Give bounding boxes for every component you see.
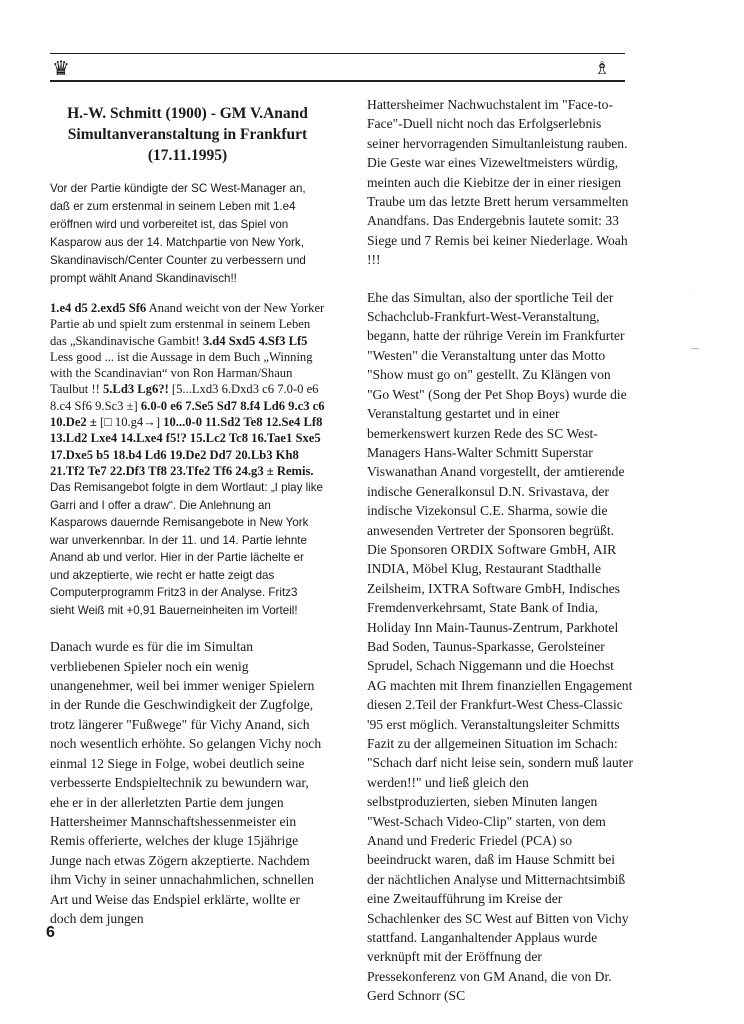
scan-mark-2: · [692, 290, 694, 297]
header-rule-top [50, 53, 625, 54]
left-body-paragraph: Danach wurde es für die im Simultan verbliebenen Spieler noch ein wenig unangenehmer, weil bei immer weniger Spielern in der Runde die Geschwindigkeit der Zugfolge, trotz längerer "Fußwege" für Vichy Anand, sich noch wesentlich erhöhte. So gelangen Vichy noch einmal 12 Siege in Folge, wobei deutlich seine verbesserte Endspieltechnik zu bewundern war, ehe er in der allerletzten Partie dem jungen Hattersheimer Mannschaftshessenmeister ein Remis offerierte, welches der kluge 15jährige Junge nach etwas Zögern akzeptierte. Nachdem ihm Vichy in seiner unnachahmlichen, schnellen Art und Weise das Endspiel erklärte, wollte er doch dem jungen [50, 639, 322, 926]
article-title [50, 103, 325, 166]
scan-mark-1: ⌒ [690, 349, 700, 360]
moves-comment-3: [5...Lxd3 6.Dxd3 c6 7.0-0 e6 8.c4 Sf6 9.Sc3 ±] [50, 382, 319, 413]
moves-comment-4: [□ 10.g4→] [96, 415, 164, 430]
moves-part-5: 10...0-0 11.Sd2 Te8 12.Se4 Lf8 13.Ld2 Lxe4 14.Lxe4 f5!? 15.Lc2 Tc8 16.Tae1 Sxe5 17.Dxe5 b5 18.b4 Ld6 19.De2 Dd7 20.Lb3 Kh8 21.Tf2 Te7 22.Df3 Tf8 23.Tfe2 Tf6 24.g3 ± Remis. [50, 415, 323, 478]
right-column [367, 95, 634, 1024]
left-column [50, 95, 325, 946]
right-paragraph-1: Hattersheimer Nachwuchstalent im "Face-to-Face"-Duell nicht noch das Erfolgserlebnis seiner hervorragenden Simultanleistung rauben. Die Geste war eines Vizeweltmeisters würdig, meinten auch die Kiebitze der in einer riesigen Traube um das letzte Brett herum versammelten Anandfans. Das Endergebnis lautete somit: 33 Siege und 7 Remis bei keiner Niederlage. Woah !!! [367, 97, 629, 268]
moves-part-3: 5.Ld3 Lg6?! [102, 382, 169, 397]
intro-paragraph: Vor der Partie kündigte der SC West-Manager an, daß er zum erstenmal in seinem Leben mit 1.e4 eröffnen wird und vorbereitet ist, das Spiel von Kasparow aus der 14. Matchpartie von New York, Skandinavisch/Center Counter zu verbessern und prompt wählt Anand Skandinavisch!! [50, 182, 306, 285]
bishop-icon: ♗ [594, 58, 611, 79]
moves-comment-1: Anand weicht von der New Yorker Partie ab und spielt zum erstenmal in seinem Leben das „Skandinavische Gambit! [50, 301, 325, 348]
moves-part-2: 3.d4 Sxd5 4.Sf3 Lf5 [202, 333, 308, 348]
title-line-1: H.-W. Schmitt (1900) - GM V.Anand [67, 105, 308, 122]
moves-part-4: 6.0-0 e6 7.Se5 Sd7 8.f4 Ld6 9.c3 c6 10.De2 ± [50, 398, 325, 430]
game-moves [50, 300, 325, 479]
header-rule-bottom [50, 80, 625, 82]
page-number: 6 [46, 924, 55, 941]
queen-icon: ♛ [52, 56, 70, 80]
moves-comment-2: Less good ... ist die Aussage in dem Buch „Winning with the Scandinavian“ von Ron Harman/Shaun Taulbut !! [50, 349, 313, 397]
title-line-3: (17.11.1995) [147, 147, 228, 164]
draw-offer-paragraph: Das Remisangebot folgte in dem Wortlaut: „I play like Garri and I offer a draw“. Die Anlehnung an Kasparows dauernde Remisangebote in New York war unverkennbar. In der 11. und 14. Partie lehnte Anand ab und verlor. Hier in der Partie lächelte er und akzeptierte, wie recht er hatte zeigt das Computerprogramm Fritz3 in der Analyse. Fritz3 sieht Weiß mit +0,91 Bauerneinheiten im Vorteil! [50, 481, 324, 617]
moves-part-1: 1.e4 d5 2.exd5 Sf6 [50, 301, 147, 315]
title-line-2: Simultanveranstaltung in Frankfurt [67, 126, 308, 143]
right-paragraph-2: Ehe das Simultan, also der sportliche Teil der Schachclub-Frankfurt-West-Veranstaltung, begann, hatte der rührige Verein im Frankfurter "Westen" die Veranstaltung unter das Motto "Show must go on" gestellt. Zu Klängen von "Go West" (Song der Pet Shop Boys) wurde die Veranstaltung gestartet und in einer bemerkenswert kurzen Rede des SC West-Managers Hans-Walter Schmitt Superstar Viswanathan Anand vorgestellt, der amtierende indische Generalkonsul D.N. Srivastava, der indische Vizekonsul C.E. Sharma, sowie die anwesenden Vertreter der Sponsoren begrüßt. Die Sponsoren ORDIX Software GmbH, AIR INDIA, Möbel Klug, Restaurant Stadthalle Zeilsheim, IXTRA Software GmbH, Indisches Fremdenverkehrsamt, State Bank of India, Holiday Inn Main-Taunus-Zentrum, Parkhotel Bad Soden, Taunus-Sparkasse, Gerolsteiner Sprudel, Schach Niggemann und die Hoechst AG machten mit Ihrem finanziellen Engagement diesen 2.Teil der Frankfurt-West Chess-Classic '95 erst möglich. Veranstaltungsleiter Schmitts Fazit zu der allgemeinen Situation im Schach: "Schach darf nicht leise sein, sondern muß lauter werden!!" und ließ gleich den selbstproduzierten, sieben Minuten langen "West-Schach Video-Clip" starten, von dem Anand und Frederic Friedel (PCA) so beeindruckt waren, daß im Hause Schmitt bei der nächtlichen Analyse und Mitternachtsimbiß eine Zweitaufführung im Kreise der Schachlenker des SC West auf Bitten von Vichy stattfand. Langanhaltender Applaus wurde verknüpft mit der Eröffnung der Pressekonferenz von GM Anand, die von Dr. Gerd Schnorr (SC [367, 289, 634, 1004]
